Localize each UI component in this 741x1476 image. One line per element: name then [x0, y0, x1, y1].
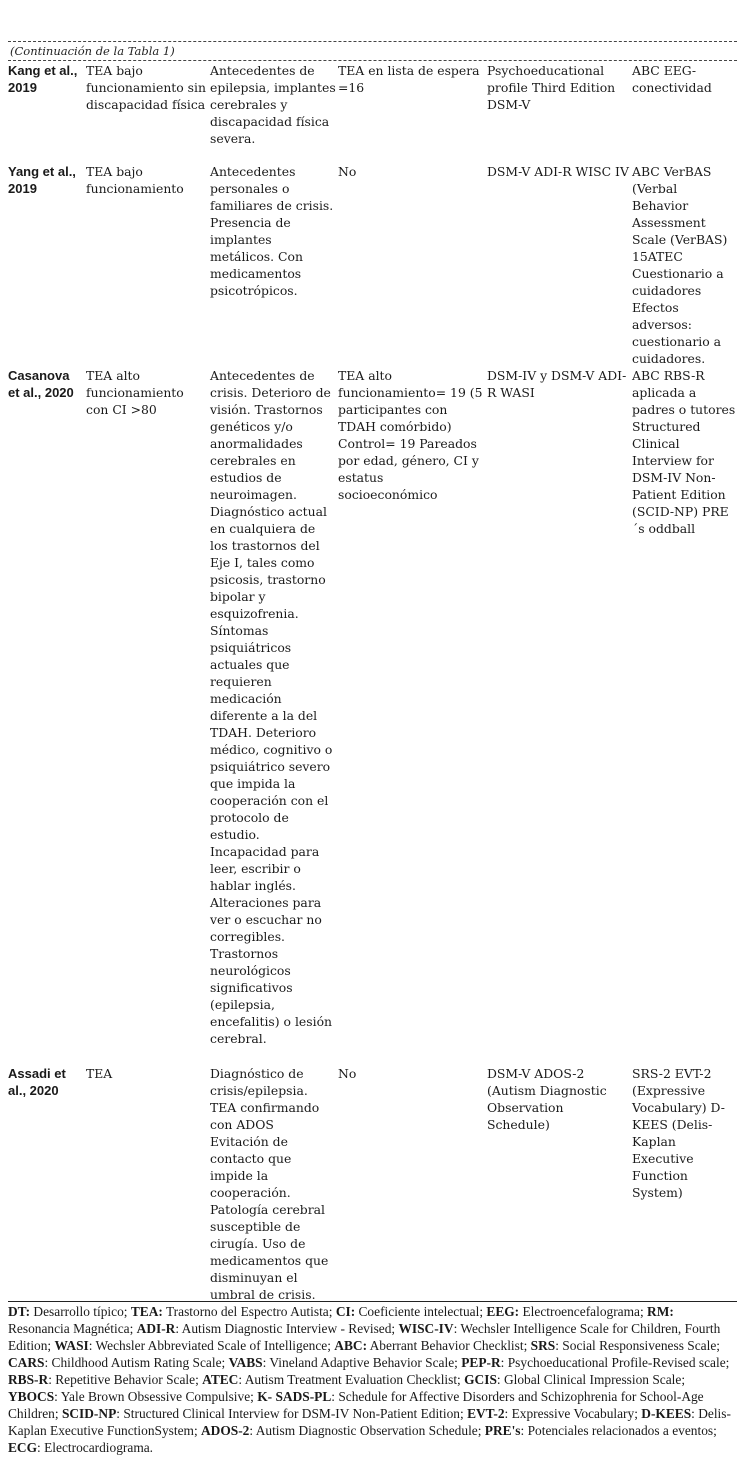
table-continuation-caption: (Continuación de la Tabla 1): [10, 44, 175, 58]
footnote-abbr: K- SADS-PL: [257, 1389, 332, 1404]
outcomes-cell: ABC VerBAS (Verbal Behavior Assessment Scale (VerBAS) 15ATEC Cuestionario a cuidadores Efectos adversos: cuestionario a cuidadores.: [632, 164, 728, 366]
footnote-text: Aberrant Behavior Checklist;: [367, 1338, 531, 1353]
footnote-text: : Autism Treatment Evaluation Checklist;: [238, 1372, 465, 1387]
groups-cell: TEA alto funcionamiento= 19 (5 participantes con TDAH comórbido) Control= 19 Pareados por edad, género, CI y estatus socioeconómico: [338, 368, 483, 502]
outcomes-cell: ABC EEG-conectividad: [632, 63, 712, 95]
footnote-abbr: CI:: [335, 1304, 356, 1319]
footnote-abbr: PEP-R: [461, 1355, 501, 1370]
outcomes-cell: SRS-2 EVT-2 (Expressive Vocabulary) D-KEES (Delis-Kaplan Executive Function System): [632, 1066, 725, 1200]
study-cell: Yang et al., 2019: [8, 164, 76, 196]
footnote-abbr: ADOS-2: [201, 1423, 250, 1438]
footnote-abbr: PRE's: [484, 1423, 521, 1438]
footnote-text: : Psychoeducational Profile-Revised scale;: [500, 1355, 730, 1370]
population-cell: TEA bajo funcionamiento sin discapacidad física: [86, 63, 206, 112]
table-row: [8, 367, 739, 1065]
table-row: [8, 62, 739, 163]
footnote-text: : Vineland Adaptive Behavior Scale;: [262, 1355, 462, 1370]
footnote-abbr: RM:: [647, 1304, 674, 1319]
footnote-text: : Autism Diagnostic Interview - Revised;: [175, 1321, 399, 1336]
footnote-abbr: TEA:: [130, 1304, 163, 1319]
footnote-abbr: ECG: [8, 1440, 38, 1455]
groups-cell: TEA en lista de espera =16: [338, 63, 480, 95]
outcomes-cell: ABC RBS-R aplicada a padres o tutores Structured Clinical Interview for DSM-IV Non-Patient Edition (SCID-NP) PRE´s oddball: [632, 368, 736, 536]
footnote-abbr: SCID-NP: [61, 1406, 117, 1421]
footnote-abbr: GCIS: [464, 1372, 497, 1387]
footnote-text: : Schedule for Affective Disorders and Schizophrenia for School-Age Children;: [8, 1389, 704, 1421]
footnote-abbr: WISC-IV: [398, 1321, 454, 1336]
exclusion-cell: Antecedentes de crisis. Deterioro de visión. Trastornos genéticos y/o anormalidades cerebrales en estudios de neuroimagen. Diagnóstico actual en cualquiera de los trastornos del Eje I, tales como psicosis, trastorno bipolar y esquizofrenia. Síntomas psiquiátricos actuales que requieren medicación diferente a la del TDAH. Deterioro médico, cognitivo o psiquiátrico severo que impida la cooperación con el protocolo de estudio. Incapacidad para leer, escribir o hablar inglés. Alteraciones para ver o escuchar no corregibles. Trastornos neurológicos significativos (epilepsia, encefalitis) o lesión cerebral.: [210, 368, 333, 1046]
footnote-abbr: WASI: [54, 1338, 89, 1353]
footnote-text: : Wechsler Intelligence Scale for Children, Fourth Edition;: [8, 1321, 721, 1353]
diagnosis-cell: DSM-V ADI-R WISC IV: [487, 164, 629, 179]
footnote-text: Desarrollo típico;: [30, 1304, 131, 1319]
footnote-abbr: RBS-R: [8, 1372, 49, 1387]
footnote-abbr: EVT-2: [467, 1406, 505, 1421]
footnote-abbr: ABC:: [334, 1338, 368, 1353]
footnote-text: : Potenciales relacionados a eventos;: [520, 1423, 717, 1438]
caption-dashed-rule: [8, 60, 737, 61]
footnote-text: : Yale Brown Obsessive Compulsive;: [54, 1389, 258, 1404]
footnote-text: Resonancia Magnética;: [8, 1321, 137, 1336]
footnote-abbr: ATEC: [202, 1372, 239, 1387]
exclusion-cell: Antecedentes de epilepsia, implantes cerebrales y discapacidad física severa.: [210, 63, 336, 146]
footnote-text: : Expressive Vocabulary;: [504, 1406, 642, 1421]
footnote-abbr: ADI-R: [136, 1321, 176, 1336]
footnote-abbr: EEG:: [486, 1304, 520, 1319]
study-cell: Assadi et al., 2020: [8, 1066, 66, 1098]
footnote-abbr: SRS: [530, 1338, 556, 1353]
footnote-abbr: CARS: [8, 1355, 45, 1370]
diagnosis-cell: Psychoeducational profile Third Edition DSM-V: [487, 63, 616, 112]
population-cell: TEA bajo funcionamiento: [86, 164, 184, 196]
footnote-abbr: VABS: [228, 1355, 263, 1370]
population-cell: TEA: [86, 1066, 113, 1081]
footnote-text: : Social Responsiveness Scale;: [555, 1338, 720, 1353]
groups-cell: No: [338, 1066, 357, 1081]
footnote-abbr: YBOCS: [8, 1389, 55, 1404]
footnote-text: : Electrocardiograma.: [37, 1440, 154, 1455]
table-bottom-rule: [8, 1301, 737, 1302]
footnote-abbr: DT:: [8, 1304, 31, 1319]
footnote-text: : Global Clinical Impression Scale;: [496, 1372, 686, 1387]
footnote-text: : Childhood Autism Rating Scale;: [44, 1355, 229, 1370]
exclusion-cell: Diagnóstico de crisis/epilepsia. TEA confirmando con ADOS Evitación de contacto que impide la cooperación. Patología cerebral susceptible de cirugía. Uso de medicamentos que disminuyan el umbral de crisis.: [210, 1066, 329, 1302]
groups-cell: No: [338, 164, 357, 179]
population-cell: TEA alto funcionamiento con CI >80: [86, 368, 184, 417]
study-cell: Kang et al., 2019: [8, 63, 78, 95]
table-row: [8, 1065, 739, 1303]
footnote-text: : Autism Diagnostic Observation Schedule;: [249, 1423, 485, 1438]
footnote-text: Electroencefalograma;: [519, 1304, 648, 1319]
footnote-text: Trastorno del Espectro Autista;: [162, 1304, 336, 1319]
footnote-text: : Repetitive Behavior Scale;: [48, 1372, 203, 1387]
table-row: [8, 163, 739, 367]
footnote-text: : Delis-Kaplan Executive FunctionSystem;: [8, 1406, 731, 1438]
footnote-text: : Wechsler Abbreviated Scale of Intelligence;: [88, 1338, 335, 1353]
diagnosis-cell: DSM-IV y DSM-V ADI-R WASI: [487, 368, 627, 400]
study-cell: Casanova et al., 2020: [8, 368, 74, 400]
footnote-text: Coeficiente intelectual;: [355, 1304, 487, 1319]
footnote-abbr: D-KEES: [641, 1406, 692, 1421]
top-dashed-rule: [8, 41, 737, 42]
exclusion-cell: Antecedentes personales o familiares de crisis. Presencia de implantes metálicos. Con medicamentos psicotrópicos.: [210, 164, 334, 298]
studies-table: [8, 62, 739, 1303]
abbreviations-footnote: [8, 1303, 737, 1456]
footnote-text: : Structured Clinical Interview for DSM-IV Non-Patient Edition;: [116, 1406, 468, 1421]
diagnosis-cell: DSM-V ADOS-2 (Autism Diagnostic Observation Schedule): [487, 1066, 607, 1132]
